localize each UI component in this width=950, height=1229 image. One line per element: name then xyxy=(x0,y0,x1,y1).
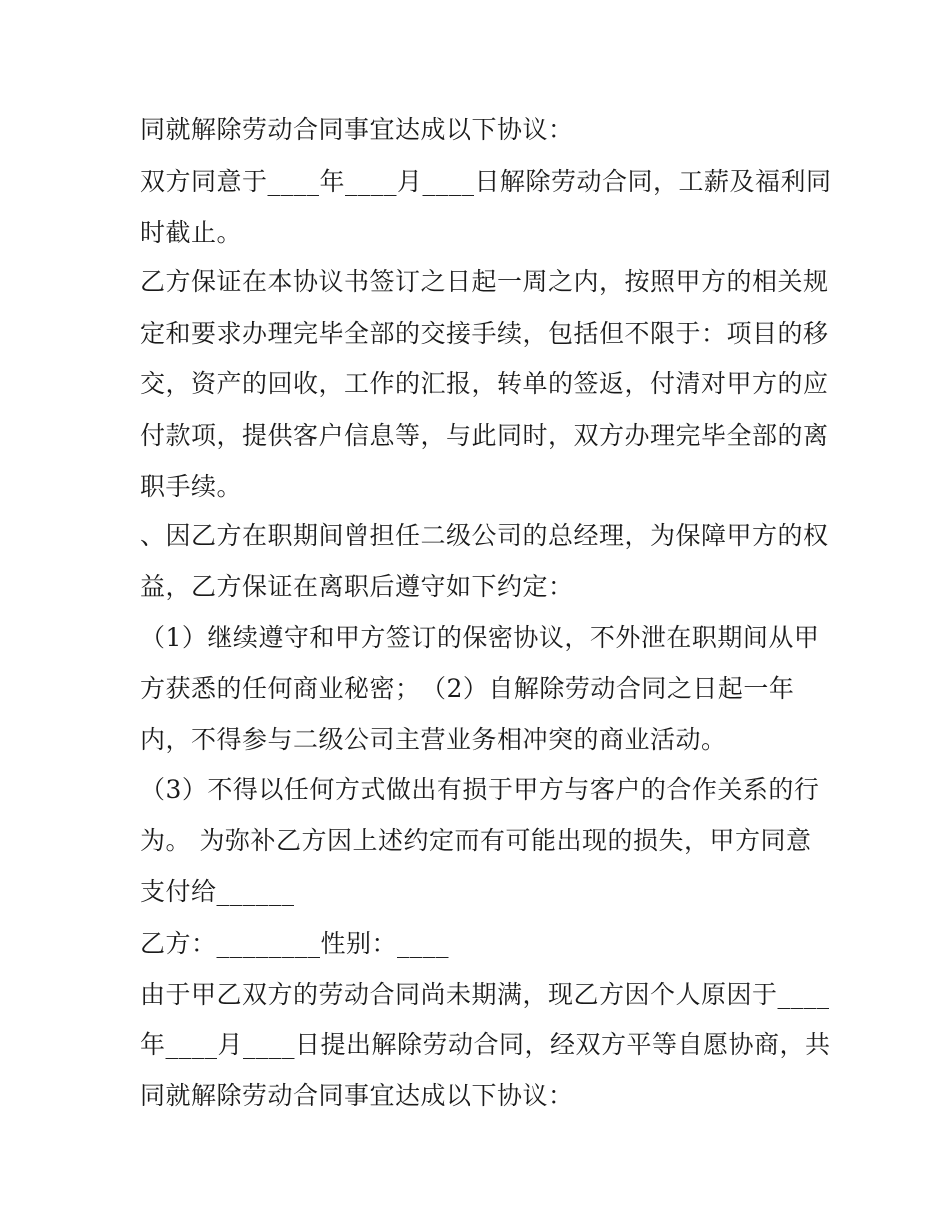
text-line: 乙方：________性别：____ xyxy=(140,929,450,958)
text-line: 、因乙方在职期间曾担任二级公司的总经理，为保障甲方的权 xyxy=(140,521,829,550)
text-line: 付款项，提供客户信息等，与此同时，双方办理完毕全部的离 xyxy=(140,421,829,450)
text-line: 为。 为弥补乙方因上述约定而有可能出现的损失，甲方同意 xyxy=(140,826,812,855)
text-line: 时截止。 xyxy=(140,218,243,247)
text-line: 内，不得参与二级公司主营业务相冲突的商业活动。 xyxy=(140,725,727,754)
text-line: 年____月____日提出解除劳动合同，经双方平等自愿协商，共 xyxy=(140,1030,831,1059)
text-line: 职手续。 xyxy=(140,472,243,501)
text-line: 方获悉的任何商业秘密； （2）自解除劳动合同之日起一年 xyxy=(140,674,795,703)
text-line: 双方同意于____年____月____日解除劳动合同，工薪及福利同 xyxy=(140,167,832,196)
text-line: 交，资产的回收，工作的汇报，转单的签返，付清对甲方的应 xyxy=(140,369,829,398)
text-line: （3）不得以任何方式做出有损于甲方与客户的合作关系的行 xyxy=(140,775,820,804)
text-line: 由于甲乙双方的劳动合同尚未期满，现乙方因个人原因于____ xyxy=(140,980,830,1009)
text-line: 同就解除劳动合同事宜达成以下协议： xyxy=(140,115,574,144)
text-line: 同就解除劳动合同事宜达成以下协议： xyxy=(140,1081,574,1110)
text-line: 乙方保证在本协议书签订之日起一周之内，按照甲方的相关规 xyxy=(140,267,829,296)
text-line: 益，乙方保证在离职后遵守如下约定： xyxy=(140,572,574,601)
text-line: （1）继续遵守和甲方签订的保密协议，不外泄在职期间从甲 xyxy=(140,623,820,652)
text-line: 定和要求办理完毕全部的交接手续，包括但不限于：项目的移 xyxy=(140,319,829,348)
text-line: 支付给______ xyxy=(140,877,295,906)
